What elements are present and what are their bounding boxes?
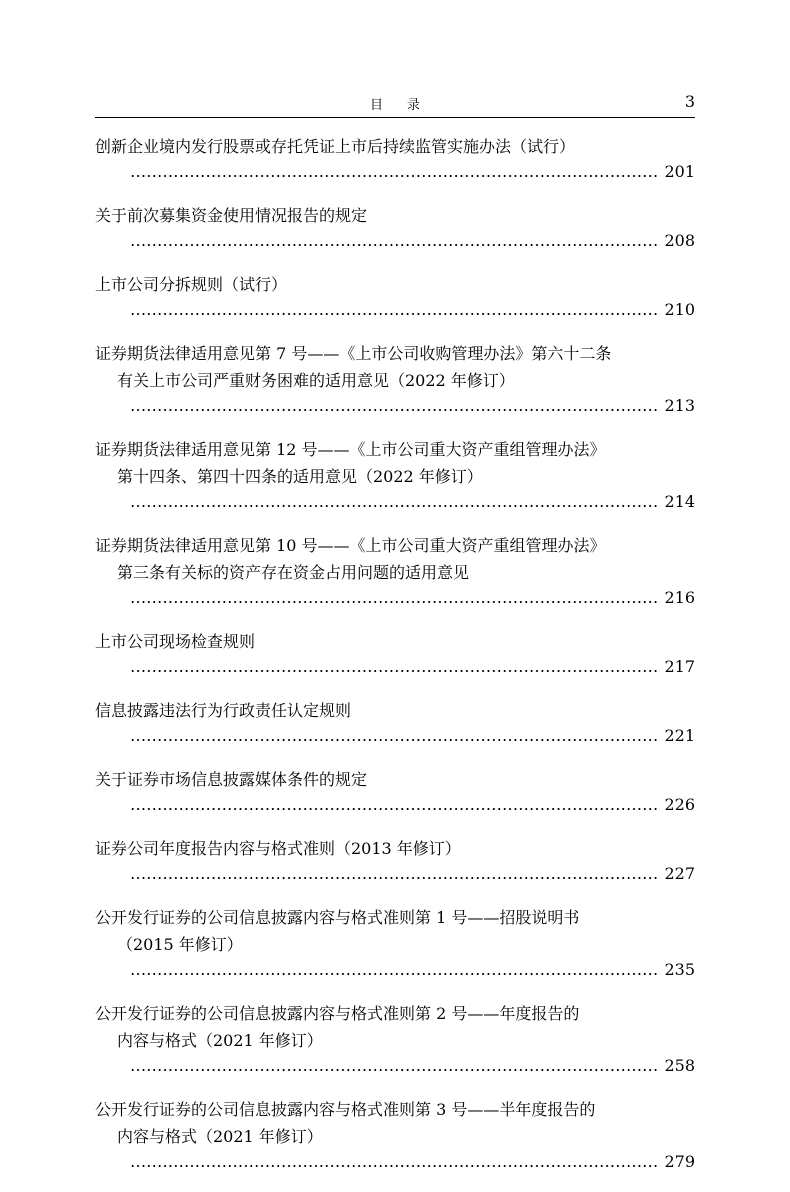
toc-page-number: 235 [664,960,695,979]
toc-entry[interactable] [95,340,695,418]
toc-leader-row [95,229,695,253]
dot-leader [130,793,660,817]
toc-leader-row [95,1054,695,1078]
header-page-number: 3 [684,92,695,111]
toc-page-number: 279 [664,1152,695,1171]
toc-page-number: 214 [664,492,695,511]
dot-leader [130,724,660,748]
dot-leader [130,298,660,322]
toc-entry-title-line: 有关上市公司严重财务困难的适用意见（2022 年修订） [117,371,515,390]
dot-leader [130,1054,660,1078]
running-header [95,92,695,118]
toc-leader-row [95,490,695,514]
toc-entry[interactable] [95,1096,695,1174]
toc-leader-row [95,958,695,982]
toc-entry-title-line: 上市公司现场检查规则 [95,632,256,651]
toc-entry[interactable] [95,133,695,184]
dot-leader [130,229,660,253]
dot-leader [130,1150,660,1174]
toc-leader-row [95,724,695,748]
toc-leader-row [95,862,695,886]
toc-entry-title-line: 证券公司年度报告内容与格式准则（2013 年修订） [95,839,461,858]
toc-entry-title-line: 创新企业境内发行股票或存托凭证上市后持续监管实施办法（试行） [95,137,576,156]
toc-entry-title-line: 证券期货法律适用意见第 12 号——《上市公司重大资产重组管理办法》 [95,440,606,459]
toc-entry[interactable] [95,766,695,817]
table-of-contents [95,133,695,1192]
toc-entry-title-line: （2015 年修订） [117,935,243,954]
toc-entry-title-line: 公开发行证券的公司信息披露内容与格式准则第 1 号——招股说明书 [95,908,580,927]
toc-leader-row [95,394,695,418]
toc-leader-row [95,1150,695,1174]
toc-entry-title-line: 上市公司分拆规则（试行） [95,275,288,294]
toc-entry-title-line: 公开发行证券的公司信息披露内容与格式准则第 2 号——年度报告的 [95,1004,580,1023]
toc-entry[interactable] [95,835,695,886]
toc-entry[interactable] [95,697,695,748]
toc-page-number: 201 [664,162,695,181]
toc-entry-title-line: 关于前次募集资金使用情况报告的规定 [95,206,368,225]
toc-leader-row [95,586,695,610]
toc-page-number: 226 [664,795,695,814]
toc-page-number: 216 [664,588,695,607]
toc-leader-row [95,793,695,817]
toc-page-number: 258 [664,1056,695,1075]
toc-entry[interactable] [95,1000,695,1078]
toc-leader-row [95,160,695,184]
dot-leader [130,490,660,514]
toc-entry-title-line: 第十四条、第四十四条的适用意见（2022 年修订） [117,467,483,486]
toc-page-number: 210 [664,300,695,319]
toc-leader-row [95,655,695,679]
toc-page-number: 208 [664,231,695,250]
dot-leader [130,862,660,886]
toc-entry-title-line: 证券期货法律适用意见第 7 号——《上市公司收购管理办法》第六十二条 [95,344,612,363]
toc-entry-title-line: 信息披露违法行为行政责任认定规则 [95,701,352,720]
toc-page-number: 213 [664,396,695,415]
toc-leader-row [95,298,695,322]
dot-leader [130,586,660,610]
toc-page-number: 221 [664,726,695,745]
toc-entry-title-line: 内容与格式（2021 年修订） [117,1127,323,1146]
toc-entry[interactable] [95,436,695,514]
toc-entry-title-line: 内容与格式（2021 年修订） [117,1031,323,1050]
toc-entry[interactable] [95,271,695,322]
toc-page-number: 227 [664,864,695,883]
toc-entry[interactable] [95,532,695,610]
toc-entry-title-line: 第三条有关标的资产存在资金占用问题的适用意见 [117,563,470,582]
dot-leader [130,655,660,679]
toc-entry[interactable] [95,628,695,679]
toc-entry[interactable] [95,202,695,253]
dot-leader [130,394,660,418]
toc-page-number: 217 [664,657,695,676]
toc-entry-title-line: 证券期货法律适用意见第 10 号——《上市公司重大资产重组管理办法》 [95,536,606,555]
dot-leader [130,958,660,982]
toc-entry-title-line: 公开发行证券的公司信息披露内容与格式准则第 3 号——半年度报告的 [95,1100,596,1119]
dot-leader [130,160,660,184]
toc-entry-title-line: 关于证券市场信息披露媒体条件的规定 [95,770,368,789]
header-title: 目录 [369,98,444,113]
toc-entry[interactable] [95,904,695,982]
